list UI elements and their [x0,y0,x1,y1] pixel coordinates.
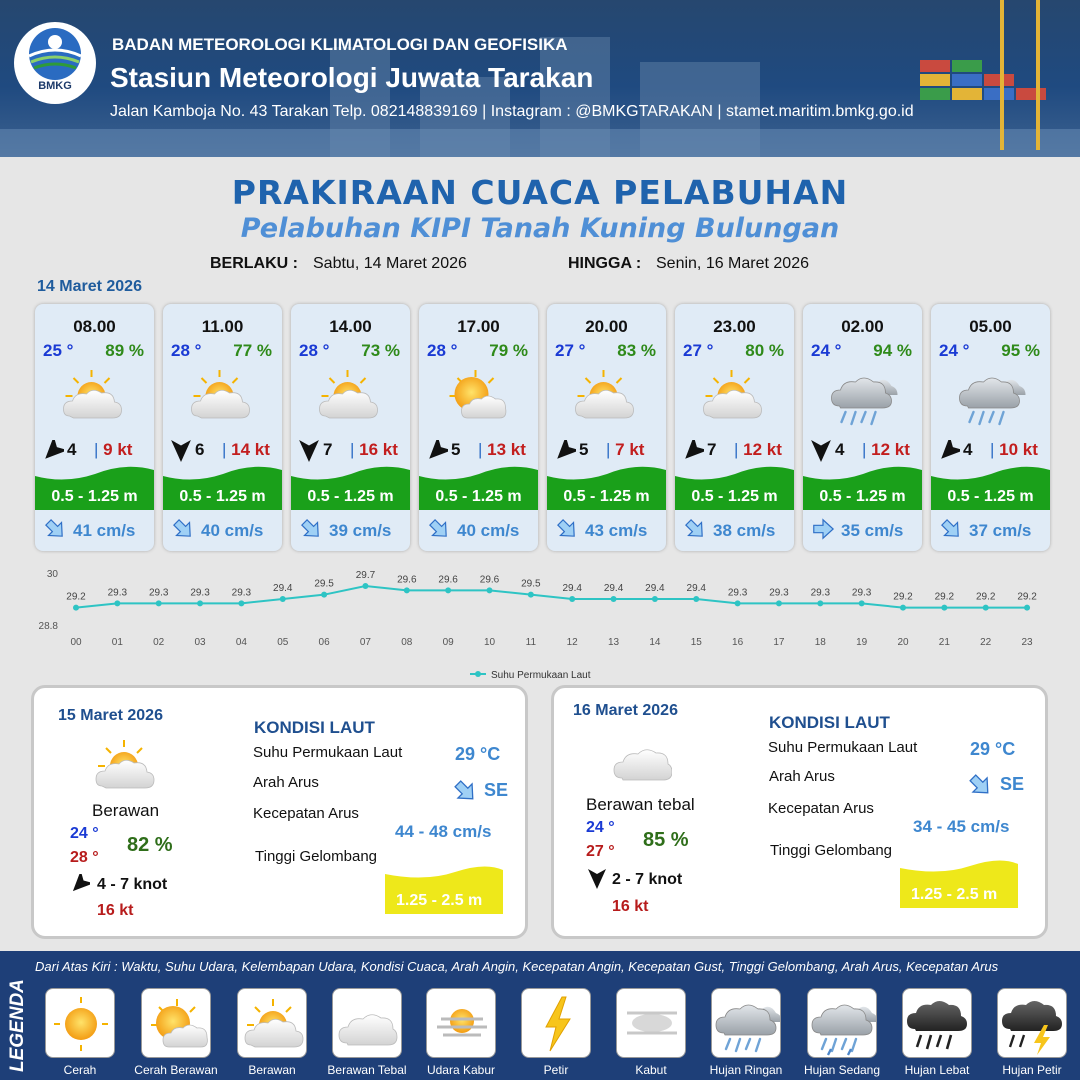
x-tick-label: 08 [401,637,413,648]
legend-item [332,988,402,1058]
card-time: 20.00 [585,317,628,336]
day2-current-speed-label: Kecepatan Arus [253,805,359,822]
sst-data-label: 29.6 [397,574,417,586]
card-wind-speed: 7 [323,440,333,459]
card-humidity: 80 % [745,341,784,360]
current-direction-icon [171,517,195,541]
card-current-speed: 38 cm/s [713,521,776,540]
sst-point [73,605,79,611]
org-name: BADAN METEOROLOGI KLIMATOLOGI DAN GEOFISIKA [112,35,568,54]
x-tick-label: 09 [442,637,454,648]
card-wave-height: 0.5 - 1.25 m [435,488,522,505]
sst-data-label: 29.6 [438,574,458,586]
thunderstorm-icon [998,989,1067,1058]
sst-point [321,592,327,598]
sst-point [983,605,989,611]
sst-data-label: 29.2 [934,591,955,603]
sst-data-label: 29.2 [975,591,996,603]
partly-cloudy-icon [92,738,156,794]
wind-direction-icon [298,440,320,462]
day2-temp-max: 28 ° [70,849,99,866]
day2-gust: 16 kt [97,902,134,919]
partly-cloudy-icon [185,368,260,428]
wind-direction-icon [587,869,607,889]
card-gust: | 10 kt [990,440,1038,459]
sst-series-line [76,586,1027,608]
container-graphic [920,88,950,100]
y-tick-label: 28.8 [38,621,58,632]
mostly-sunny-icon [441,368,516,428]
current-direction-icon [427,517,451,541]
card-wave-height: 0.5 - 1.25 m [307,488,394,505]
card-humidity: 79 % [489,341,528,360]
sst-point [859,600,865,606]
day2-temp-min: 24 ° [70,825,99,842]
day3-current-dir: SE [1000,774,1025,794]
card-current-speed: 37 cm/s [969,521,1032,540]
legend-item-label: Hujan Sedang [803,1063,881,1077]
day3-humidity: 85 % [643,829,689,851]
day3-gust: 16 kt [612,898,649,915]
forecast-card [291,304,410,551]
legend-series-name: Suhu Permukaan Laut [491,670,591,681]
card-temperature: 28 ° [427,341,458,360]
forecast-card [675,304,794,551]
day3-wave-label: Tinggi Gelombang [770,842,893,859]
valid-from-value: Sabtu, 14 Maret 2026 [313,255,467,272]
light-rain-icon [712,989,781,1058]
card-temperature: 25 ° [43,341,74,360]
sst-data-label: 29.4 [686,583,706,594]
legend-item [45,988,115,1058]
card-humidity: 73 % [361,341,400,360]
x-tick-label: 23 [1021,637,1033,648]
sst-data-label: 29.3 [231,587,252,599]
sst-data-label: 29.5 [314,578,334,590]
card-gust-value: 10 kt [999,440,1038,459]
card-gust-value: 9 kt [103,440,133,459]
x-tick-label: 01 [111,637,123,648]
legend-item [807,988,877,1058]
day2-sst-label: Suhu Permukaan Laut [253,744,403,761]
wind-direction-icon [938,440,960,462]
sst-data-label: 29.2 [66,591,86,603]
legend-item [521,988,591,1058]
card-gust: | 7 kt [606,440,645,459]
sst-point [114,600,120,606]
station-address: Jalan Kamboja No. 43 Tarakan Telp. 082148839169 | Instagram : @BMKGTARAKAN | stamet.maritim.bmkg.go.id [110,103,914,120]
day2-date: 15 Maret 2026 [58,707,163,724]
day3-wind: 2 - 7 knot [612,871,683,888]
sst-data-label: 29.3 [148,587,169,599]
partly-cloudy-icon [697,368,772,428]
forecast-card [419,304,538,551]
legend-item-label: Berawan Tebal [327,1063,407,1077]
overcast-icon [333,989,402,1058]
wind-direction-icon [682,440,704,462]
card-gust-value: 16 kt [359,440,398,459]
day2-sea-title: KONDISI LAUT [254,718,375,737]
day3-current-dir-label: Arah Arus [769,768,835,785]
sst-point [528,592,534,598]
day2-condition: Berawan [92,801,160,820]
card-time: 23.00 [713,317,756,336]
current-direction-icon [811,517,835,541]
current-direction-icon [967,772,993,798]
sst-point [404,587,410,593]
day2-current-speed: 44 - 48 cm/s [395,822,492,841]
x-tick-label: 04 [235,637,247,648]
card-wave-height: 0.5 - 1.25 m [179,488,266,505]
card-wind-speed: 5 [451,440,461,459]
partly-cloudy-icon [569,368,644,428]
card-gust-value: 7 kt [615,440,645,459]
card-wind-speed: 7 [707,440,717,459]
day3-current-speed-label: Kecepatan Arus [768,800,874,817]
sunny-icon [46,989,115,1058]
day3-temp-min: 24 ° [586,819,615,836]
x-tick-label: 03 [194,637,206,648]
card-gust: | 9 kt [94,440,133,459]
card-time: 17.00 [457,317,500,336]
card-temperature: 27 ° [683,341,714,360]
sst-data-label: 29.3 [107,587,128,599]
x-tick-label: 14 [649,637,661,648]
sst-point [735,600,741,606]
day2-wave-height: 1.25 - 2.5 m [396,892,483,909]
card-gust: | 14 kt [222,440,270,459]
sst-data-label: 29.2 [1017,591,1037,603]
x-tick-label: 12 [566,637,578,648]
light-rain-icon [953,368,1028,428]
card-current-speed: 40 cm/s [201,521,264,540]
valid-to-value: Senin, 16 Maret 2026 [656,255,809,272]
x-tick-label: 02 [153,637,165,648]
card-humidity: 89 % [105,341,144,360]
sst-point [445,587,451,593]
sst-data-label: 29.4 [645,583,665,594]
y-tick-label: 30 [46,569,58,580]
fog-icon [617,989,686,1058]
sst-data-label: 29.3 [851,587,872,599]
legend-item [237,988,307,1058]
container-graphic [952,88,982,100]
sst-data-label: 29.5 [521,578,541,590]
forecast-card [163,304,282,551]
container-graphic [920,74,950,86]
card-gust: | 12 kt [734,440,782,459]
sst-data-label: 29.7 [355,570,376,581]
x-tick-label: 19 [856,637,868,648]
x-tick-label: 00 [70,637,82,648]
moderate-rain-icon [808,989,877,1058]
legend-item-label: Cerah [63,1063,97,1077]
crane-graphic [1000,0,1040,150]
sst-data-label: 29.6 [479,574,500,586]
legend-item-label: Berawan [248,1063,296,1077]
card-wind-speed: 4 [67,440,77,459]
card-temperature: 28 ° [171,341,202,360]
x-tick-label: 15 [690,637,702,648]
x-tick-label: 22 [980,637,992,648]
card-gust-value: 13 kt [487,440,526,459]
day3-temp-max: 27 ° [586,843,615,860]
legend-item [902,988,972,1058]
card-current-speed: 43 cm/s [585,521,648,540]
day3-current-speed: 34 - 45 cm/s [913,817,1010,836]
legend-item-label: Hujan Petir [1002,1063,1062,1077]
station-name: Stasiun Meteorologi Juwata Tarakan [110,62,594,93]
x-tick-label: 17 [773,637,785,648]
forecast-card [35,304,154,551]
day3-date: 16 Maret 2026 [573,702,678,719]
forecast-card [931,304,1050,551]
container-graphic [920,60,950,72]
day2-humidity: 82 % [127,834,173,856]
current-direction-icon [683,517,707,541]
sst-point [280,596,286,602]
legend-item-label: Kabut [635,1063,667,1077]
day2-wind: 4 - 7 knot [97,876,168,893]
sst-point [611,596,617,602]
card-current-speed: 35 cm/s [841,521,904,540]
card-time: 11.00 [201,317,244,336]
card-gust-value: 12 kt [871,440,910,459]
day3-sst-label: Suhu Permukaan Laut [768,739,918,756]
forecast-card [547,304,666,551]
day2-panel [31,685,528,939]
forecast-card [803,304,922,551]
heavy-rain-icon [903,989,972,1058]
sst-point [693,596,699,602]
legend-item-label: Hujan Lebat [904,1063,970,1077]
card-temperature: 24 ° [939,341,970,360]
card-wave-height: 0.5 - 1.25 m [947,488,1034,505]
day2-wave-label: Tinggi Gelombang [255,848,378,865]
port-name: Pelabuhan KIPI Tanah Kuning Bulungan [240,213,840,244]
day3-panel [551,685,1048,939]
current-direction-icon [43,517,67,541]
card-temperature: 28 ° [299,341,330,360]
partly-cloudy-icon [57,368,132,428]
container-graphic [952,74,982,86]
partly-cloudy-icon [313,368,388,428]
sst-point [1024,605,1030,611]
x-tick-label: 05 [277,637,289,648]
day2-current-dir: SE [484,780,509,800]
card-gust: | 16 kt [350,440,398,459]
valid-to-label: HINGGA : [568,255,642,272]
x-tick-label: 20 [897,637,909,648]
card-gust-value: 12 kt [743,440,782,459]
wind-direction-icon [810,440,832,462]
x-tick-label: 10 [483,637,496,648]
day3-sst: 29 °C [970,739,1016,759]
card-wind-speed: 4 [963,440,973,459]
mostly-sunny-icon [142,989,211,1058]
day3-sea-title: KONDISI LAUT [769,713,890,732]
x-tick-label: 11 [525,637,537,648]
card-humidity: 94 % [873,341,912,360]
day3-wave-height: 1.25 - 2.5 m [911,886,998,903]
card-current-speed: 40 cm/s [457,521,520,540]
card-temperature: 24 ° [811,341,842,360]
sst-point [238,600,244,606]
legend-item-label: Cerah Berawan [134,1063,218,1077]
card-wave-height: 0.5 - 1.25 m [819,488,906,505]
legend-item-label: Hujan Ringan [709,1063,783,1077]
wind-direction-icon [426,440,448,462]
overcast-icon [608,734,672,790]
sst-data-label: 29.3 [190,587,210,599]
card-wind-speed: 6 [195,440,205,459]
bmkg-emblem-icon [14,22,96,82]
sst-point [776,600,782,606]
card-wind-speed: 5 [579,440,589,459]
sst-point [652,596,658,602]
card-time: 08.00 [73,317,116,336]
sst-data-label: 29.3 [769,587,789,599]
card-current-speed: 39 cm/s [329,521,392,540]
logo-text: BMKG [38,80,72,92]
background-pier [0,129,1080,157]
wind-direction-icon [70,874,90,894]
day2-sst: 29 °C [455,744,501,764]
card-humidity: 77 % [233,341,272,360]
day3-condition: Berawan tebal [586,795,695,814]
sst-point [569,596,575,602]
card-humidity: 95 % [1001,341,1040,360]
legend-item [997,988,1067,1058]
card-time: 02.00 [841,317,884,336]
haze-icon [427,989,496,1058]
sst-point [487,587,493,593]
sst-point [900,605,906,611]
wind-direction-icon [42,440,64,462]
sst-point [362,583,368,589]
card-current-speed: 41 cm/s [73,521,136,540]
x-tick-label: 18 [814,637,826,648]
legend-description: Dari Atas Kiri : Waktu, Suhu Udara, Kelembapan Udara, Kondisi Cuaca, Arah Angin, Kecepatan Angin, Kecepatan Gust, Tinggi Gelombang, Arah Arus, Kecepatan Arus [35,959,999,974]
legend-marker [475,671,481,677]
legend-item-label: Petir [543,1063,569,1077]
card-time: 05.00 [969,317,1012,336]
card-gust-value: 14 kt [231,440,270,459]
light-rain-icon [825,368,900,428]
sst-data-label: 29.4 [603,583,624,594]
sst-point [817,600,823,606]
container-graphic [952,60,982,72]
card-gust: | 13 kt [478,440,526,459]
valid-from-label: BERLAKU : [210,255,298,272]
card-wave-height: 0.5 - 1.25 m [691,488,778,505]
legend-item-label: Udara Kabur [426,1063,496,1077]
card-gust: | 12 kt [862,440,910,459]
x-tick-label: 13 [607,637,620,648]
bmkg-logo [14,22,96,104]
day2-current-dir-label: Arah Arus [253,774,319,791]
current-direction-icon [299,517,323,541]
wind-direction-icon [170,440,192,462]
x-tick-label: 06 [318,637,330,648]
card-wave-height: 0.5 - 1.25 m [51,488,138,505]
sea-surface-temp-chart [30,562,1060,682]
legend-item [616,988,686,1058]
sst-data-label: 29.3 [810,587,831,599]
sst-data-label: 29.4 [273,583,293,594]
current-direction-icon [555,517,579,541]
partly-cloudy-icon [238,989,307,1058]
day1-date: 14 Maret 2026 [37,278,142,295]
wind-direction-icon [554,440,576,462]
sst-data-label: 29.2 [893,591,913,603]
legend-item [711,988,781,1058]
lightning-icon [522,989,591,1058]
legend-item [141,988,211,1058]
x-tick-label: 16 [732,637,744,648]
svg-text:LEGENDA: LEGENDA [7,979,28,1072]
legend-side-label [3,960,29,1076]
current-direction-icon [452,778,478,804]
card-temperature: 27 ° [555,341,586,360]
x-tick-label: 07 [359,637,372,648]
legend-item [426,988,496,1058]
sst-data-label: 29.4 [562,583,582,594]
card-time: 14.00 [329,317,372,336]
sst-point [197,600,203,606]
x-tick-label: 21 [938,637,950,648]
sst-data-label: 29.3 [727,587,748,599]
card-humidity: 83 % [617,341,656,360]
card-wave-height: 0.5 - 1.25 m [563,488,650,505]
sst-point [941,605,947,611]
current-direction-icon [939,517,963,541]
page-title: PRAKIRAAN CUACA PELABUHAN [231,173,849,212]
sst-point [156,600,162,606]
card-wind-speed: 4 [835,440,845,459]
